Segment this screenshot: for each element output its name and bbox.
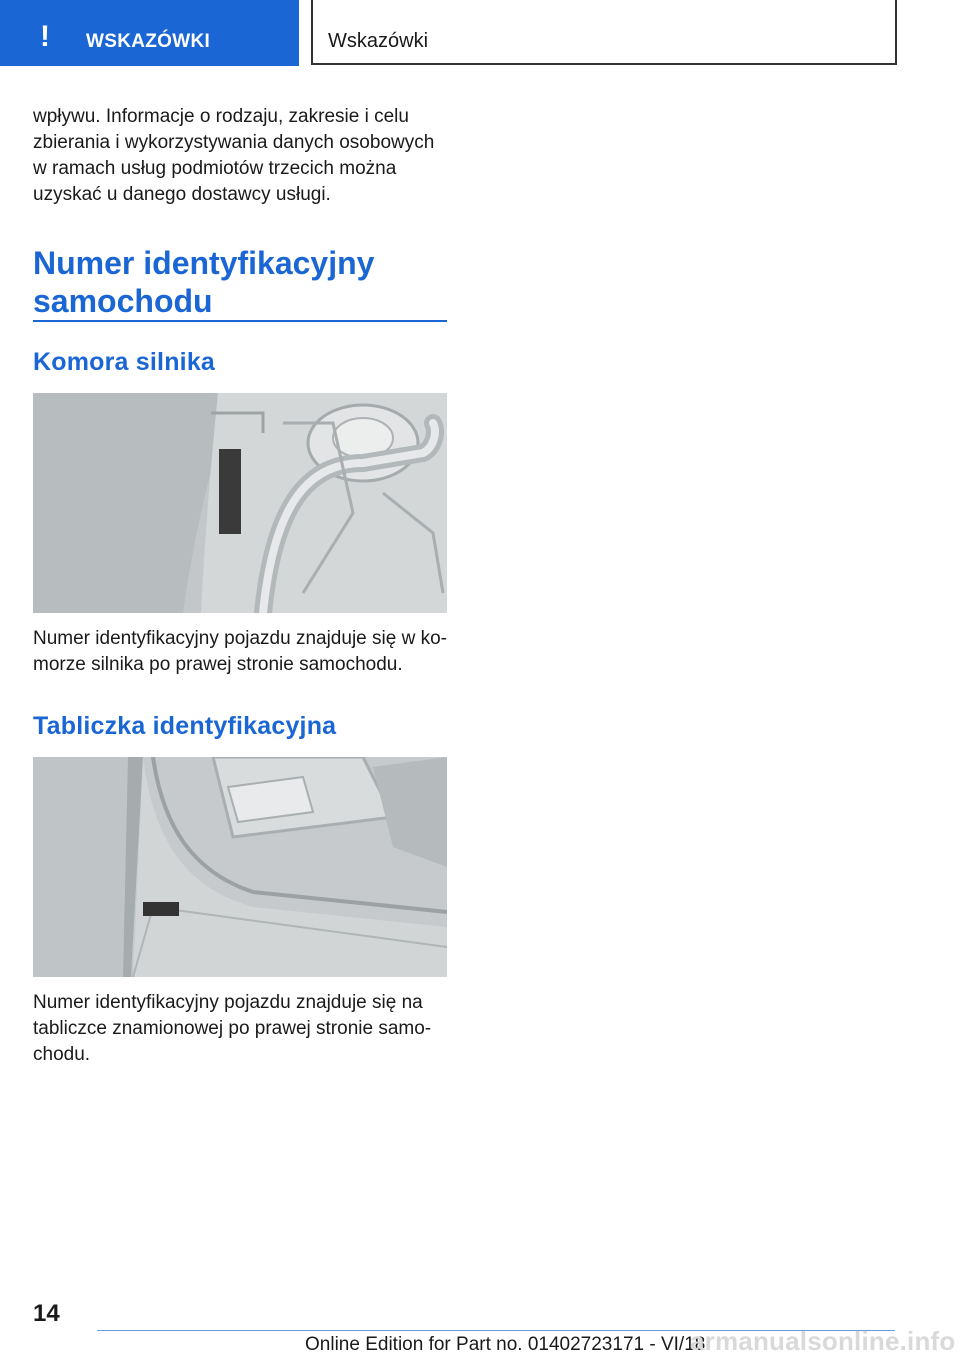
text-line: Numer identyfikacyjny pojazdu znajduje się na [33,992,423,1013]
exclamation-icon: ! [40,20,50,53]
text-line: Numer identyfikacyjny pojazdu znajduje się w ko- [33,628,447,649]
text-line: zbierania i wykorzystywania danych osobowych [33,132,435,153]
engine-bay-photo [33,393,447,613]
type-plate-caption [33,990,453,1068]
chapter-label: Wskazówki [328,30,429,52]
section-tab[interactable] [0,0,299,66]
text-line: uzyskać u danego dostawcy usługi. [33,184,331,205]
text-line: w ramach usług podmiotów trzecich można [33,158,397,179]
page-number: 14 [33,1300,60,1327]
type-plate-photo [33,757,447,977]
watermark: armanualsonline.info [690,1326,956,1356]
section-heading-type-plate: Tabliczka identyfikacyjna [33,712,337,740]
heading-line: samochodu [33,283,213,319]
heading-divider [33,320,447,322]
heading-line: Numer identyfikacyjny [33,245,375,281]
edition-text: Online Edition for Part no. 01402723171 - VI/18 [305,1334,706,1355]
text-line: morze silnika po prawej stronie samochodu. [33,654,403,675]
chapter-header [311,0,897,65]
main-heading [33,244,453,320]
text-line: tabliczce znamionowej po prawej stronie samo- [33,1018,432,1039]
text-line: wpływu. Informacje o rodzaju, zakresie i celu [33,106,409,127]
section-heading-engine-bay: Komora silnika [33,348,216,376]
engine-bay-caption [33,626,453,678]
intro-paragraph [33,104,453,208]
text-line: chodu. [33,1044,91,1065]
section-label: WSKAZÓWKI [86,31,211,52]
